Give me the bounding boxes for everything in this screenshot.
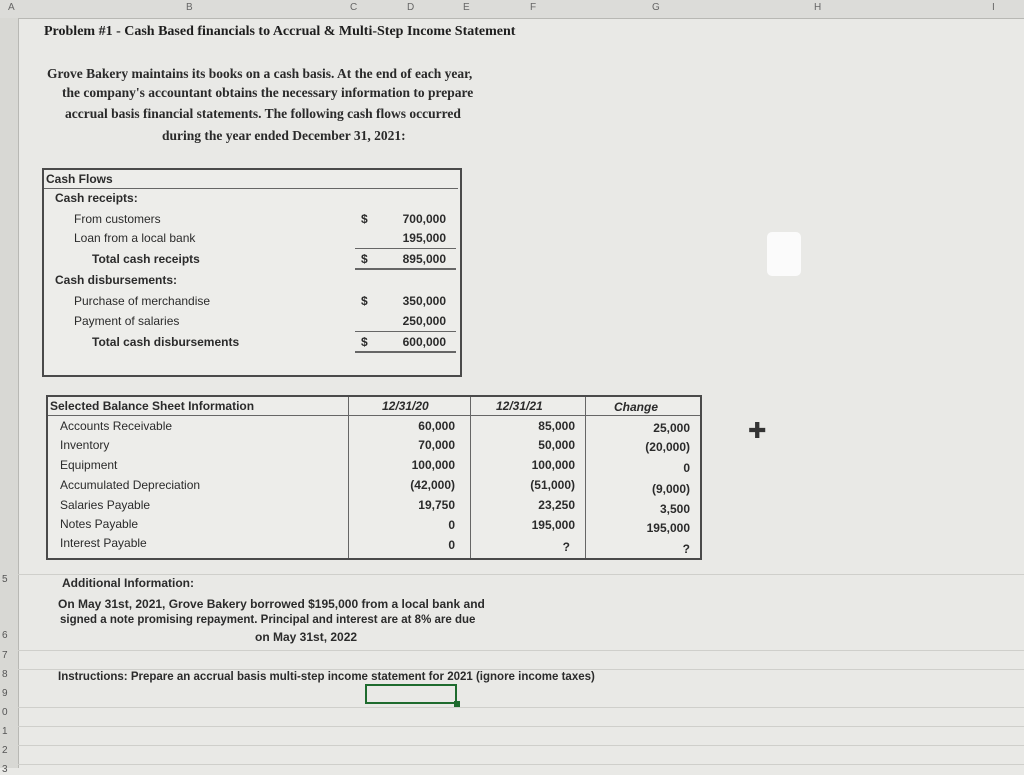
total-receipts-value: 895,000: [402, 252, 446, 266]
column-header-e[interactable]: E: [463, 2, 470, 13]
bs-row-2021: 85,000: [538, 419, 575, 433]
double-rule: [355, 351, 456, 353]
gridline: [18, 726, 1024, 727]
bs-row-label: Equipment: [60, 458, 118, 472]
bs-row-2020: 19,750: [418, 498, 455, 512]
currency-symbol: $: [361, 252, 368, 266]
salaries-payment-value: 250,000: [402, 314, 446, 328]
column-header-f[interactable]: F: [530, 2, 537, 13]
column-header-a[interactable]: A: [8, 2, 15, 13]
bs-row-2020: 0: [448, 518, 455, 532]
total-rule: [355, 248, 456, 249]
row-header[interactable]: 0: [2, 707, 8, 718]
instructions-text: Instructions: Prepare an accrual basis multi-step income statement for 2021 (ignore income taxes): [58, 671, 595, 683]
currency-symbol: $: [361, 212, 368, 226]
row-header[interactable]: 9: [2, 688, 8, 699]
additional-info-line-3: on May 31st, 2022: [255, 630, 358, 644]
bs-row-change: 25,000: [653, 421, 690, 435]
row-header[interactable]: 7: [2, 650, 8, 661]
header-underline: [44, 188, 458, 189]
screen-glare: [767, 232, 801, 276]
total-disbursements-value: 600,000: [402, 335, 446, 349]
bs-row-2021: (51,000): [530, 478, 575, 492]
bs-row-2021: ?: [562, 540, 570, 554]
cash-flows-header: Cash Flows: [46, 172, 113, 186]
intro-line-1: Grove Bakery maintains its books on a cash basis. At the end of each year,: [47, 66, 473, 81]
column-header-g[interactable]: G: [652, 2, 660, 13]
merchandise-value: 350,000: [402, 294, 446, 308]
total-receipts-label: Total cash receipts: [92, 252, 200, 266]
row-header[interactable]: 8: [2, 669, 8, 680]
loan-value: 195,000: [402, 231, 446, 245]
bs-row-change: ?: [682, 542, 690, 556]
currency-symbol: $: [361, 335, 368, 349]
column-divider: [348, 397, 349, 558]
bs-row-label: Accumulated Depreciation: [60, 478, 201, 492]
column-divider: [585, 397, 586, 558]
bs-row-change: 0: [683, 461, 690, 475]
column-divider: [470, 397, 471, 558]
bs-row-2021: 23,250: [538, 498, 575, 512]
additional-info-header: Additional Information:: [62, 576, 194, 590]
row-header[interactable]: 6: [2, 630, 8, 641]
gridline: [18, 650, 1024, 651]
gridline: [18, 574, 1024, 575]
row-header[interactable]: 1: [2, 726, 8, 737]
bs-row-label: Salaries Payable: [60, 498, 151, 512]
bs-row-2021: 50,000: [538, 438, 575, 452]
bs-row-2020: 70,000: [418, 438, 455, 452]
balance-sheet-header: Selected Balance Sheet Information: [50, 399, 255, 413]
currency-symbol: $: [361, 294, 368, 308]
bs-row-2020: 100,000: [411, 458, 455, 472]
problem-title: Problem #1 - Cash Based financials to Accrual & Multi-Step Income Statement: [44, 24, 516, 39]
total-rule: [355, 331, 456, 332]
row-header[interactable]: 3: [2, 764, 8, 775]
bs-row-label: Interest Payable: [60, 536, 147, 550]
row-header[interactable]: 2: [2, 745, 8, 756]
bs-row-2020: 60,000: [418, 419, 455, 433]
merchandise-label: Purchase of merchandise: [74, 294, 211, 308]
double-rule: [355, 268, 456, 270]
loan-label: Loan from a local bank: [74, 231, 196, 245]
intro-line-4: during the year ended December 31, 2021:: [162, 128, 406, 143]
row-header[interactable]: 5: [2, 574, 8, 585]
bs-row-label: Notes Payable: [60, 517, 139, 531]
fill-handle[interactable]: [454, 701, 460, 707]
cash-receipts-label: Cash receipts:: [55, 191, 138, 205]
intro-line-2: the company's accountant obtains the necessary information to prepare: [62, 85, 474, 100]
bs-row-label: Accounts Receivable: [60, 419, 173, 433]
column-2021-header: 12/31/21: [496, 399, 543, 413]
from-customers-label: From customers: [74, 212, 161, 226]
bs-row-change: (9,000): [651, 482, 690, 496]
header-underline: [48, 415, 700, 416]
selected-cell[interactable]: [365, 684, 457, 704]
bs-row-change: 3,500: [659, 502, 690, 516]
row-header-gutter: [0, 18, 19, 775]
column-header-bar: [0, 0, 1024, 19]
column-header-h[interactable]: H: [814, 2, 822, 13]
column-header-d[interactable]: D: [407, 2, 415, 13]
bs-row-label: Inventory: [60, 438, 110, 452]
cash-disbursements-label: Cash disbursements:: [55, 273, 178, 287]
gridline: [18, 669, 1024, 670]
gridline: [18, 745, 1024, 746]
bs-row-change: (20,000): [645, 440, 690, 454]
column-header-i[interactable]: I: [992, 2, 995, 13]
column-2020-header: 12/31/20: [382, 399, 429, 413]
column-header-c[interactable]: C: [350, 2, 358, 13]
bs-row-2020: 0: [448, 538, 455, 552]
salaries-payment-label: Payment of salaries: [74, 314, 180, 328]
column-change-header: Change: [614, 400, 659, 414]
plus-cursor-icon: ✚: [748, 418, 767, 443]
bs-row-2020: (42,000): [410, 478, 455, 492]
additional-info-line-2: signed a note promising repayment. Principal and interest are at 8% are due: [60, 614, 476, 626]
column-header-b[interactable]: B: [186, 2, 193, 13]
bs-row-2021: 100,000: [531, 458, 575, 472]
additional-info-line-1: On May 31st, 2021, Grove Bakery borrowed $195,000 from a local bank and: [58, 597, 485, 611]
gridline: [18, 764, 1024, 765]
bs-row-2021: 195,000: [531, 518, 575, 532]
bs-row-change: 195,000: [646, 521, 690, 535]
intro-line-3: accrual basis financial statements. The following cash flows occurred: [65, 106, 461, 121]
total-disbursements-label: Total cash disbursements: [92, 335, 240, 349]
from-customers-value: 700,000: [402, 212, 446, 226]
gridline: [18, 707, 1024, 708]
